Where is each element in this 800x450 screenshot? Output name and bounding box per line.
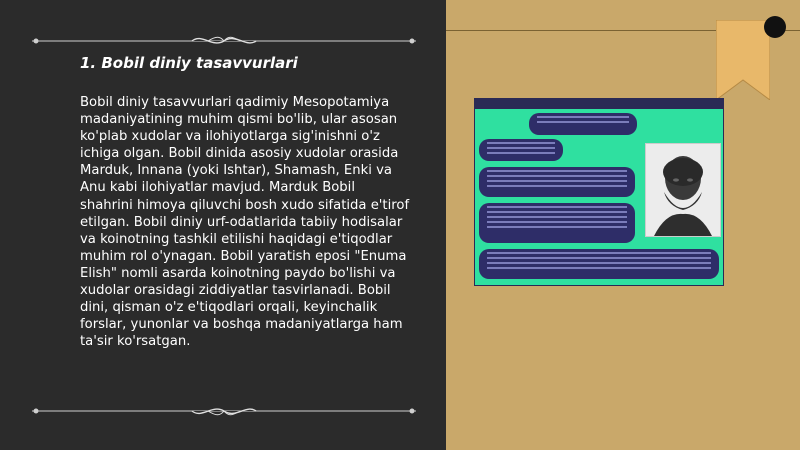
diagram-pill <box>479 167 635 197</box>
corner-dot <box>764 16 786 38</box>
diagram-pill <box>479 203 635 243</box>
slide-image-header-bar <box>475 99 723 109</box>
image-panel <box>446 0 800 450</box>
ribbon-bookmark-icon <box>716 20 770 100</box>
slide-title: 1. Bobil diniy tasavvurlari <box>80 54 298 72</box>
embedded-slide-image <box>474 98 724 286</box>
diagram-pill <box>479 139 563 161</box>
diagram-pill <box>529 113 637 135</box>
top-ornament-divider <box>32 34 416 48</box>
diagram-pill <box>479 249 719 279</box>
bottom-ornament-divider <box>32 404 416 418</box>
bust-portrait-image <box>645 143 721 237</box>
slide-body-text: Bobil diniy tasavvurlari qadimiy Mesopotamiya madaniyatining muhim qismi bo'lib, ular asosan ko'plab xudolar va ilohiyotlarga sig'inishni o'z ichiga olgan. Bobil dinida asosiy xudolar orasida Marduk, Innana (yoki Ishtar), Shamash, Enki va Anu kabi ilohiyatlar mavjud. Marduk Bobil shahrini himoya qiluvchi bosh xudo sifatida e'tirof etilgan. Bobil diniy urf-odatlarida tabiiy hodisalar va koinotning tashkil etilishi haqidagi e'tiqodlar muhim rol o'ynagan. Bobil yaratish eposi "Enuma Elish" nomli asarda koinotning paydo bo'lishi va xudolar orasidagi ziddiyatlar tasvirlanadi. Bobil dini, qisman o'z e'tiqodlari orqali, keyinchalik forslar, yunonlar va boshqa madaniyatlarga ham ta'sir ko'rsatgan. <box>80 95 410 350</box>
